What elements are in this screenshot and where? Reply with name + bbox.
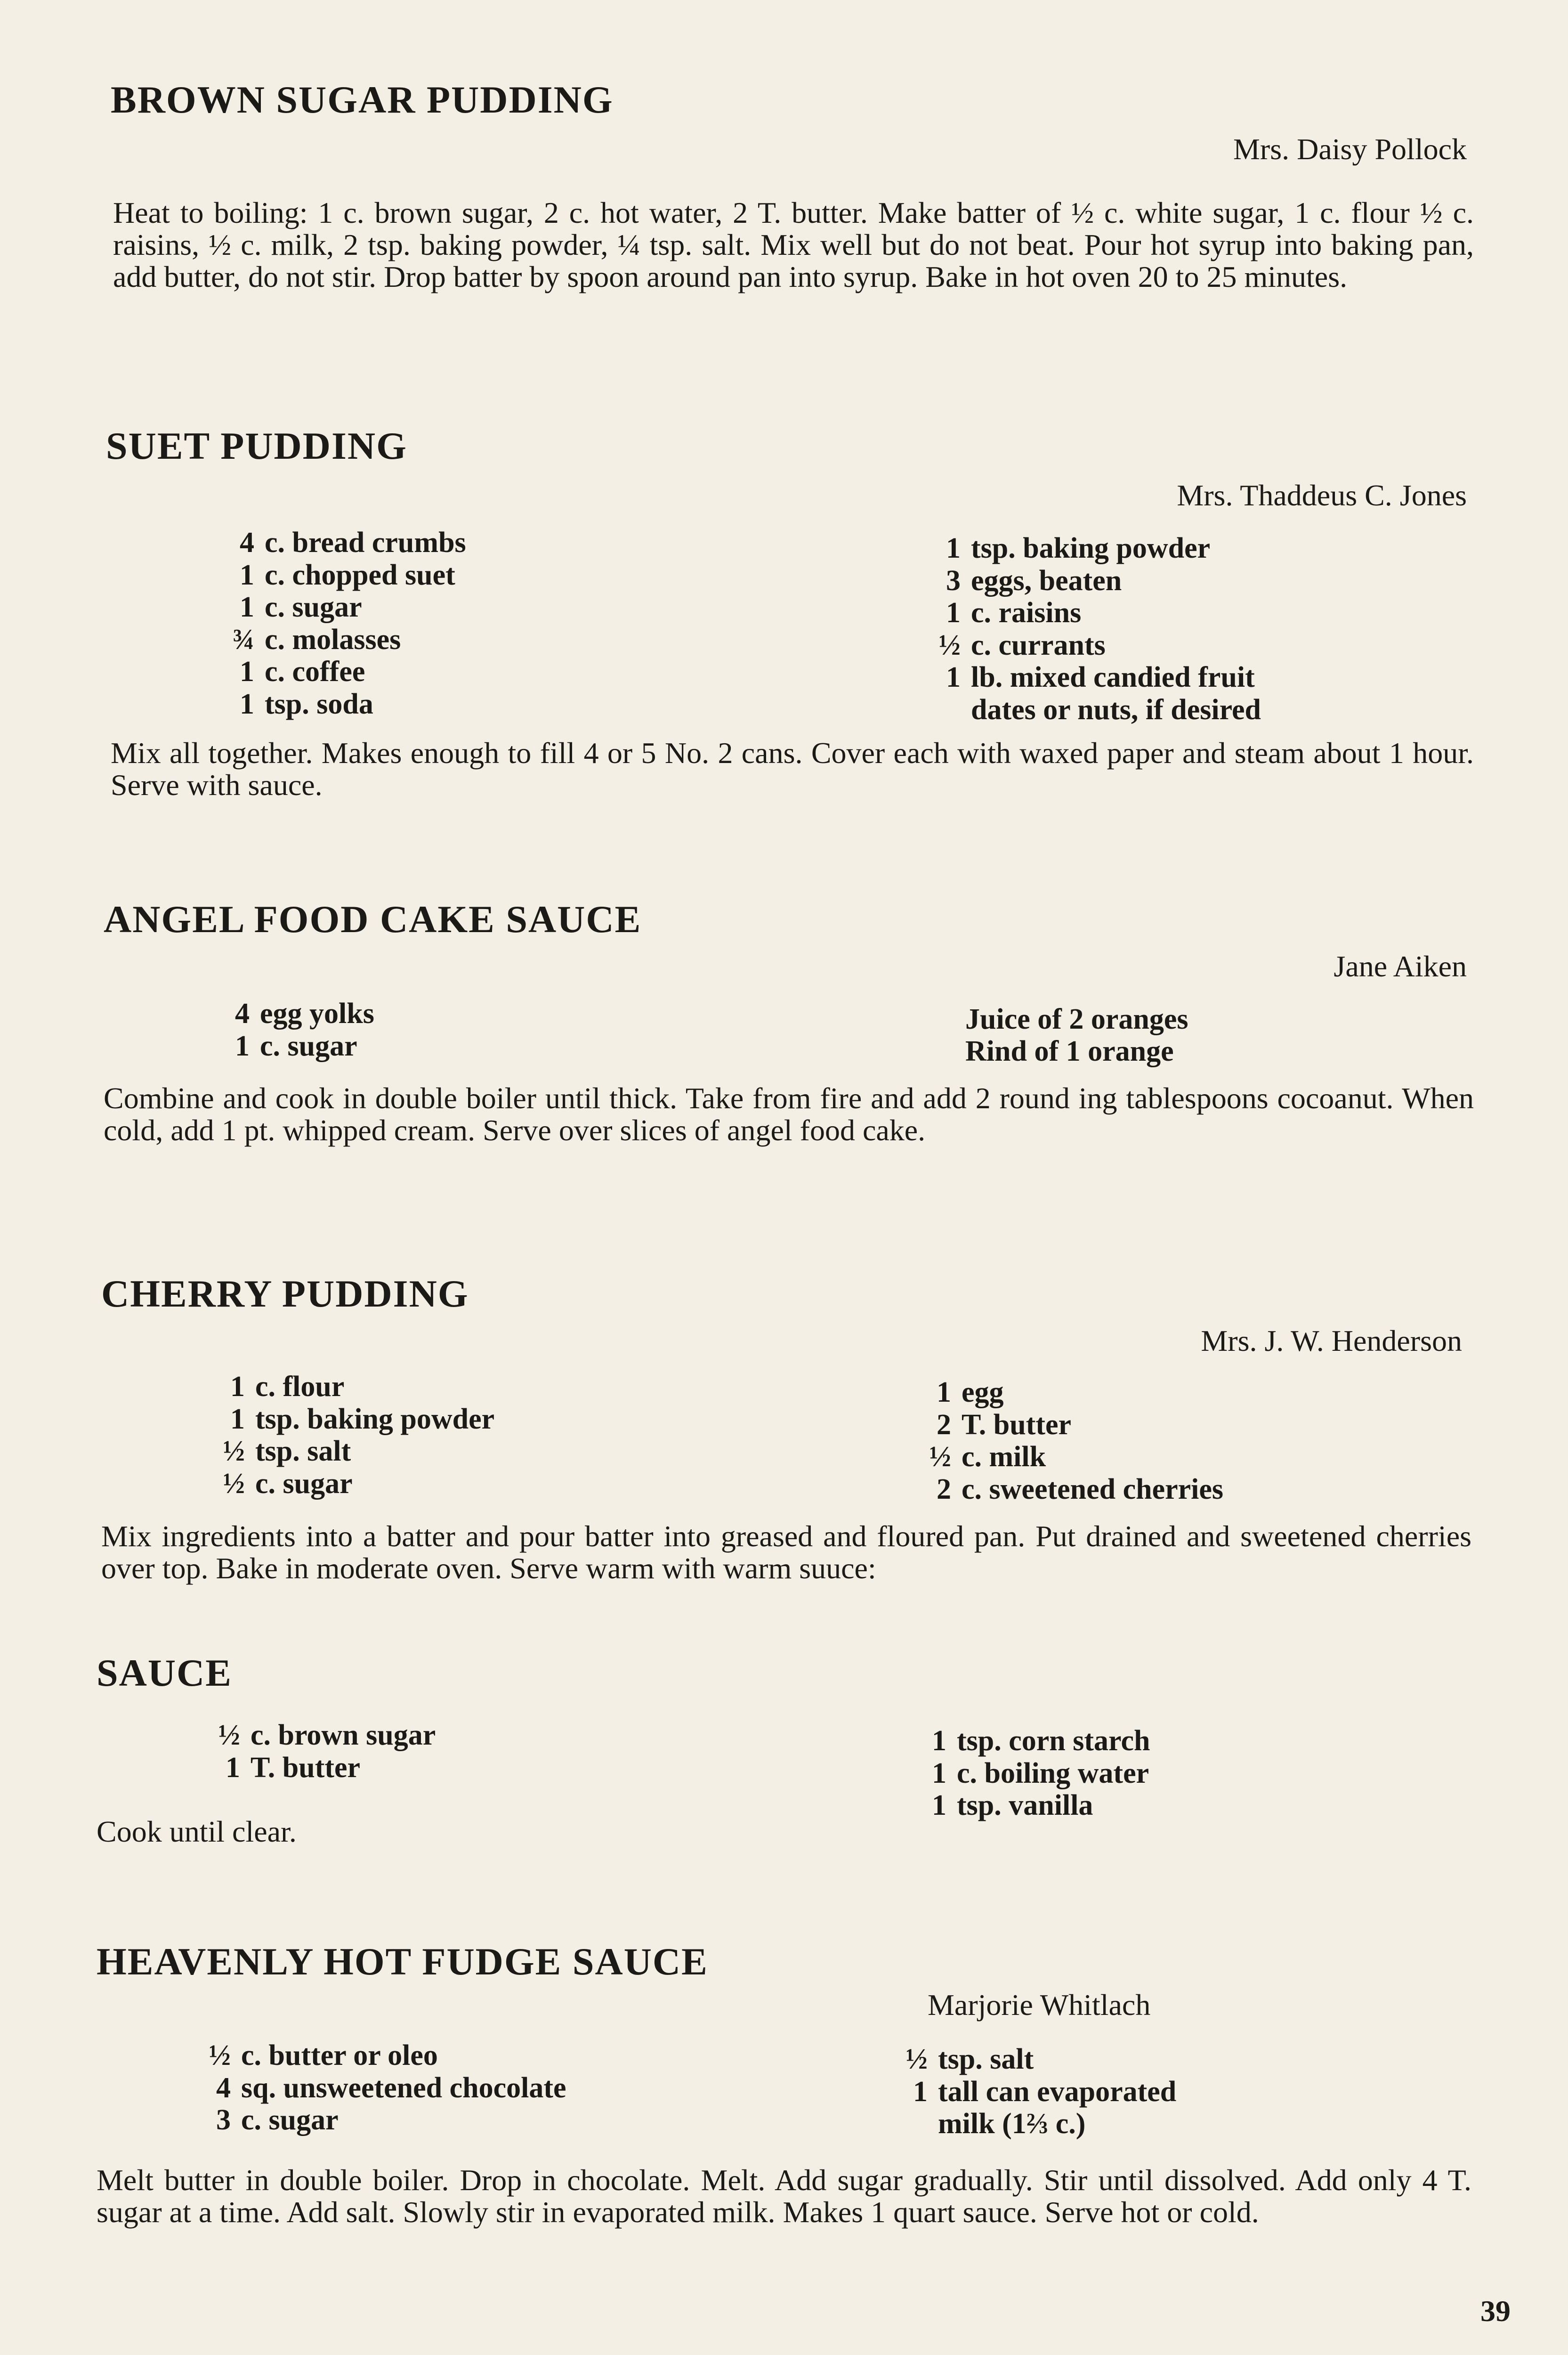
recipe-title: HEAVENLY HOT FUDGE SAUCE: [97, 1940, 708, 1983]
recipe-author: Jane Aiken: [1334, 950, 1467, 983]
page-number: 39: [1480, 2294, 1511, 2328]
ingredients-left: [174, 1719, 436, 1784]
ingredient: Rind of 1 orange: [965, 1035, 1174, 1067]
ingredient: 1 c. boiling water: [932, 1757, 1149, 1789]
recipe-directions: Melt butter in double boiler. Drop in chocolate. Melt. Add sugar gradually. Stir until dissolved. Add only 4 T. sugar at a time. Add salt. Slowly stir in evaporated milk. Makes 1 quart sauce. Serve hot or cold.: [97, 2163, 1471, 2229]
ingredient: 3 c. sugar: [216, 2104, 339, 2136]
ingredient: 1 tall can evaporated: [913, 2075, 1177, 2108]
ingredients-left: [165, 2039, 566, 2136]
ingredient: 2 c. sweetened cherries: [937, 1473, 1224, 1505]
recipe-author: Mrs. Daisy Pollock: [1233, 132, 1467, 166]
ingredient: 1 egg: [937, 1376, 1004, 1408]
ingredient: 1 c. sugar: [240, 591, 362, 623]
ingredient: ½ c. sugar: [223, 1467, 353, 1500]
ingredient: ½ c. milk: [929, 1441, 1046, 1473]
ingredient: 1 c. sugar: [235, 1030, 357, 1062]
ingredients-left: [184, 998, 374, 1062]
ingredient: ½ tsp. salt: [223, 1435, 351, 1467]
ingredient: 3 eggs, beaten: [946, 564, 1122, 597]
ingredient: milk (1⅔ c.): [938, 2108, 1086, 2140]
ingredient: ½ c. brown sugar: [218, 1719, 436, 1751]
ingredient: 1 tsp. vanilla: [932, 1789, 1093, 1821]
ingredient: ½ c. butter or oleo: [209, 2039, 438, 2071]
ingredient: 1 tsp. baking powder: [946, 532, 1211, 564]
ingredient: ½ c. currants: [938, 629, 1106, 661]
recipe-author: Marjorie Whitlach: [928, 1988, 1151, 2022]
ingredients-left: [179, 1371, 494, 1500]
ingredient: 1 T. butter: [226, 1751, 361, 1784]
ingredient: 1 c. raisins: [946, 597, 1082, 629]
ingredients-right: [885, 1376, 1223, 1505]
ingredients-right: [895, 532, 1261, 726]
recipe-title: ANGEL FOOD CAKE SAUCE: [104, 898, 642, 941]
ingredient: 1 tsp. soda: [240, 688, 373, 720]
ingredient: 1 tsp. baking powder: [230, 1403, 495, 1435]
recipe-author: Mrs. Thaddeus C. Jones: [1177, 479, 1467, 512]
recipe-directions: Mix all together. Makes enough to fill 4 or 5 No. 2 cans. Cover each with waxed paper and steam about 1 hour. Serve with sauce.: [111, 736, 1474, 802]
ingredient: 1 c. flour: [230, 1371, 345, 1403]
recipe-directions: Combine and cook in double boiler until thick. Take from fire and add 2 round ing tablespoons cocoanut. When cold, add 1 pt. whipped cream. Serve over slices of angel food cake.: [104, 1081, 1474, 1147]
ingredient: 1 tsp. corn starch: [932, 1725, 1150, 1757]
ingredient: 4 c. bread crumbs: [240, 527, 466, 559]
recipe-title: BROWN SUGAR PUDDING: [111, 78, 614, 121]
ingredient: ½ tsp. salt: [905, 2043, 1034, 2075]
ingredient: 1 c. chopped suet: [240, 559, 455, 591]
recipe-directions: Heat to boiling: 1 c. brown sugar, 2 c. hot water, 2 T. butter. Make batter of ½ c. white sugar, 1 c. flour ½ c. raisins, ½ c. milk, 2 tsp. baking powder, ¼ tsp. salt. Mix well but do not beat. Pour hot syrup into baking pan, add butter, do not stir. Drop batter by spoon around pan into syrup. Bake in hot oven 20 to 25 minutes.: [113, 196, 1474, 293]
ingredients-left: [188, 527, 466, 720]
ingredients-right: [862, 2043, 1176, 2140]
ingredient: 1 c. coffee: [240, 656, 365, 688]
ingredients-right: [881, 1725, 1150, 1822]
ingredient: 4 egg yolks: [235, 998, 374, 1030]
recipe-title: SUET PUDDING: [106, 424, 407, 467]
recipe-title: CHERRY PUDDING: [101, 1272, 469, 1315]
ingredient: Juice of 2 oranges: [965, 1003, 1188, 1035]
ingredient: 4 sq. unsweetened chocolate: [216, 2071, 566, 2104]
recipe-title: SAUCE: [97, 1651, 232, 1694]
ingredients-right: [965, 1003, 1188, 1067]
ingredient: ¾ c. molasses: [232, 623, 401, 656]
recipe-author: Mrs. J. W. Henderson: [1201, 1324, 1462, 1357]
recipe-directions: Mix ingredients into a batter and pour batter into greased and floured pan. Put drained and sweetened cherries over top. Bake in moderate oven. Serve warm with warm suuce:: [101, 1519, 1471, 1585]
recipe-directions: Cook until clear.: [97, 1815, 297, 1848]
ingredient: dates or nuts, if desired: [971, 693, 1261, 726]
ingredient: 1 lb. mixed candied fruit: [946, 661, 1255, 693]
ingredient: 2 T. butter: [937, 1408, 1072, 1441]
